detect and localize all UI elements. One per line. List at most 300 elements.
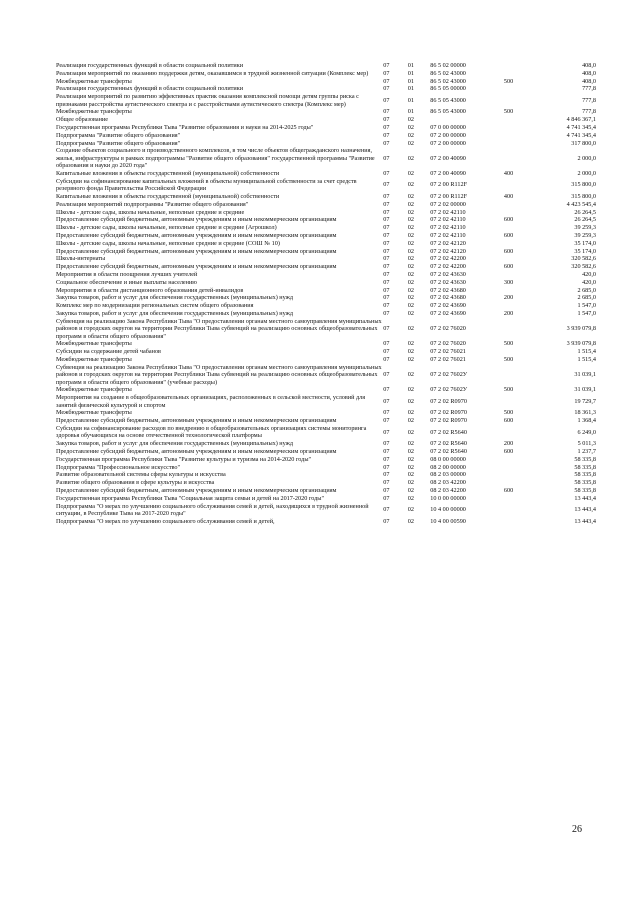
table-row xyxy=(56,248,596,256)
row-section-code: 07 xyxy=(383,486,390,494)
row-amount: 13 443,4 xyxy=(574,506,596,514)
row-section-code: 07 xyxy=(383,154,390,162)
row-section-code: 07 xyxy=(383,397,390,405)
row-amount: 408,0 xyxy=(582,62,596,69)
row-amount: 31 039,1 xyxy=(574,371,596,379)
row-target-code: 07 2 02 R0970 xyxy=(430,417,467,425)
row-subsection-code: 02 xyxy=(407,506,414,514)
table-row xyxy=(56,287,596,295)
table-row xyxy=(56,170,596,178)
table-row xyxy=(56,216,596,224)
row-name: Мероприятия в области поощрения лучших учителей xyxy=(56,270,198,278)
row-target-code: 07 2 02 76020 xyxy=(430,340,466,348)
row-amount: 2 685,0 xyxy=(577,294,596,302)
row-target-code: 86 5 02 43000 xyxy=(430,77,466,85)
row-amount: 408,0 xyxy=(582,69,596,77)
row-subsection-code: 02 xyxy=(407,386,414,394)
row-section-code: 07 xyxy=(383,463,390,471)
row-name: Субсидии на софинансирование расходов по внедрению в общеобразовательных организациях системы мониторинга здоровья обучающихся на основе отечественной технологической платформы xyxy=(56,424,367,440)
row-section-code: 07 xyxy=(383,348,390,356)
table-row xyxy=(56,440,596,448)
budget-table-body xyxy=(56,62,596,526)
row-expense-type-code xyxy=(504,518,535,526)
row-expense-type-code xyxy=(504,287,535,295)
row-target-code: 86 5 02 00000 xyxy=(430,62,466,69)
row-name: Создание объектов социального и производственного комплексов, в том числе объектов общегражданского назначения, жилья, инфраструктуры в рамках подпрограммы "Развитие общего образования" государственной программы "Развитие образования и науки до 2020 года" xyxy=(56,147,375,170)
table-row xyxy=(56,456,596,464)
row-expense-type-code xyxy=(504,140,535,148)
row-name: Школы-интернаты xyxy=(56,255,106,263)
row-expense-type-code xyxy=(504,224,535,232)
table-row xyxy=(56,140,596,148)
table-row xyxy=(56,116,596,124)
row-expense-type-code: 600 xyxy=(503,263,514,271)
table-row xyxy=(56,409,596,417)
row-name: Государственная программа Республики Тыва "Развитие культуры и туризма на 2014-2020 годы" xyxy=(56,455,312,463)
row-target-code: 07 2 02 43690 xyxy=(430,309,466,317)
row-section-code: 07 xyxy=(383,200,390,208)
row-name: Субвенция на реализацию Закона Республики Тыва "О предоставлении органам местного самоуправления муниципальных районов и городских округов на территории Республики Тыва субвенций на реализацию основных общеобразовательных программ в области общего образования" (учебные расходы) xyxy=(56,363,382,386)
table-row xyxy=(56,364,596,387)
row-expense-type-code xyxy=(504,255,535,263)
row-amount: 2 000,0 xyxy=(577,154,596,162)
row-amount: 4 423 545,4 xyxy=(566,200,596,208)
row-target-code: 07 2 02 76020 xyxy=(430,325,466,333)
row-name: Школы - детские сады, школы начальные, неполные средние и средние (СОШ № 10) xyxy=(56,239,280,247)
row-expense-type-code: 200 xyxy=(503,309,514,317)
table-row xyxy=(56,518,596,526)
row-name: Межбюджетные трансферты xyxy=(56,340,132,348)
table-row xyxy=(56,394,596,409)
row-expense-type-code: 600 xyxy=(503,231,514,239)
row-target-code: 07 2 02 43690 xyxy=(430,302,466,310)
page-number: 26 xyxy=(572,824,582,835)
row-section-code: 07 xyxy=(383,270,390,278)
row-expense-type-code xyxy=(504,147,535,170)
row-amount: 18 361,3 xyxy=(574,409,596,417)
table-row xyxy=(56,255,596,263)
row-section-code: 07 xyxy=(383,494,390,502)
row-subsection-code: 02 xyxy=(407,302,414,310)
row-target-code: 07 2 02 42110 xyxy=(430,208,466,216)
row-target-code: 07 2 02 R0970 xyxy=(430,397,467,405)
row-subsection-code: 02 xyxy=(407,154,414,162)
row-name: Школы - детские сады, школы начальные, неполные средние и средние xyxy=(56,208,245,216)
row-section-code: 07 xyxy=(383,278,390,286)
row-amount: 1 515,4 xyxy=(577,348,596,356)
row-expense-type-code: 500 xyxy=(503,355,514,363)
table-row xyxy=(56,70,596,78)
table-row xyxy=(56,209,596,217)
row-name: Капитальные вложения в объекты государственной (муниципальной) собственности xyxy=(56,169,280,177)
row-name: Комплекс мер по модернизации региональных систем общего образования xyxy=(56,302,254,310)
row-expense-type-code xyxy=(504,479,535,487)
row-target-code: 07 2 00 R112F xyxy=(430,192,468,200)
row-target-code: 07 2 02 7602У xyxy=(430,371,468,379)
row-subsection-code: 02 xyxy=(407,208,414,216)
table-row xyxy=(56,78,596,86)
row-amount: 420,0 xyxy=(582,270,596,278)
row-subsection-code: 02 xyxy=(407,428,414,436)
row-expense-type-code xyxy=(504,70,535,78)
row-name: Мероприятия в области дистанционного образования детей-инвалидов xyxy=(56,286,244,294)
row-amount: 58 335,8 xyxy=(574,479,596,487)
row-section-code: 07 xyxy=(383,309,390,317)
table-row xyxy=(56,62,596,70)
row-name: Подпрограмма "О мерах по улучшению социального обслуживания семей и детей, находящихся в трудной жизненной ситуации, в Республике Тыва на 2017-2020 годы" xyxy=(56,502,369,517)
row-subsection-code: 02 xyxy=(407,200,414,208)
row-section-code: 07 xyxy=(383,455,390,463)
row-subsection-code: 02 xyxy=(407,479,414,487)
row-amount: 1 515,4 xyxy=(577,355,596,363)
row-expense-type-code xyxy=(504,132,535,140)
row-expense-type-code: 500 xyxy=(503,108,514,116)
row-target-code: 08 2 00 00000 xyxy=(430,463,466,471)
row-target-code: 07 2 02 42110 xyxy=(430,224,466,232)
row-target-code: 07 2 00 40090 xyxy=(430,169,466,177)
table-row xyxy=(56,448,596,456)
row-amount: 13 443,4 xyxy=(574,494,596,502)
row-name: Мероприятия на создание в общеобразовательных организациях, расположенных в сельской местности, условий для занятий физической культурой и спортом xyxy=(56,394,366,409)
row-target-code: 07 2 02 43680 xyxy=(430,294,466,302)
row-section-code: 07 xyxy=(383,302,390,310)
row-subsection-code: 02 xyxy=(407,123,414,131)
row-section-code: 07 xyxy=(383,355,390,363)
row-target-code: 86 5 05 43000 xyxy=(430,108,466,116)
row-subsection-code: 02 xyxy=(407,397,414,405)
row-expense-type-code xyxy=(504,394,535,409)
row-expense-type-code xyxy=(504,456,535,464)
table-row xyxy=(56,495,596,503)
row-section-code: 07 xyxy=(383,409,390,417)
table-row xyxy=(56,263,596,271)
row-target-code: 86 5 05 43000 xyxy=(430,96,466,104)
row-expense-type-code: 600 xyxy=(503,486,514,494)
row-section-code: 07 xyxy=(383,181,390,189)
row-amount: 315 800,0 xyxy=(571,181,596,189)
row-amount: 58 335,8 xyxy=(574,471,596,479)
row-expense-type-code: 500 xyxy=(503,409,514,417)
row-subsection-code: 02 xyxy=(407,447,414,455)
row-name: Государственная программа Республики Тыва "Развитие образования и науки на 2014-2025 годы" xyxy=(56,123,314,131)
row-target-code: 08 2 03 42200 xyxy=(430,486,466,494)
row-subsection-code: 02 xyxy=(407,355,414,363)
row-expense-type-code: 400 xyxy=(503,192,514,200)
row-expense-type-code xyxy=(504,302,535,310)
budget-document xyxy=(56,62,596,526)
row-expense-type-code: 600 xyxy=(503,417,514,425)
row-expense-type-code xyxy=(504,425,535,440)
row-subsection-code: 02 xyxy=(407,325,414,333)
row-section-code: 07 xyxy=(383,247,390,255)
row-section-code: 07 xyxy=(383,108,390,116)
row-amount: 4 846 367,1 xyxy=(566,116,596,124)
row-target-code: 08 0 00 00000 xyxy=(430,455,466,463)
row-amount: 408,0 xyxy=(582,77,596,85)
row-expense-type-code xyxy=(504,495,535,503)
row-subsection-code: 02 xyxy=(407,294,414,302)
row-section-code: 07 xyxy=(383,286,390,294)
row-section-code: 07 xyxy=(383,340,390,348)
row-subsection-code: 02 xyxy=(407,263,414,271)
row-subsection-code: 02 xyxy=(407,463,414,471)
row-subsection-code: 02 xyxy=(407,371,414,379)
row-subsection-code: 02 xyxy=(407,455,414,463)
row-name: Школы - детские сады, школы начальные, неполные средние и средние (Агрошкол) xyxy=(56,224,277,232)
table-row xyxy=(56,224,596,232)
row-target-code: 07 2 02 00000 xyxy=(430,200,466,208)
row-name: Общее образование xyxy=(56,116,108,124)
row-name: Межбюджетные трансферты xyxy=(56,409,132,417)
row-target-code: 86 5 05 00000 xyxy=(430,85,466,93)
row-amount: 39 259,3 xyxy=(574,224,596,232)
row-name: Закупка товаров, работ и услуг для обеспечения государственных (муниципальных) нужд xyxy=(56,309,294,317)
row-name: Предоставление субсидий бюджетным, автономным учреждениям и иным некоммерческим организациям xyxy=(56,447,337,455)
row-expense-type-code xyxy=(504,62,535,70)
table-row xyxy=(56,108,596,116)
row-subsection-code: 02 xyxy=(407,181,414,189)
row-expense-type-code: 600 xyxy=(503,216,514,224)
row-target-code: 07 2 02 42110 xyxy=(430,216,466,224)
row-expense-type-code: 500 xyxy=(503,386,514,394)
row-name: Реализация мероприятий по оказанию поддержки детям, оказавшимся в трудной жизненной ситуации (Комплекс мер) xyxy=(56,69,369,77)
row-expense-type-code: 200 xyxy=(503,294,514,302)
row-target-code: 08 2 03 00000 xyxy=(430,471,466,479)
row-name: Межбюджетные трансферты xyxy=(56,386,132,394)
row-section-code: 07 xyxy=(383,239,390,247)
row-section-code: 07 xyxy=(383,417,390,425)
row-name: Подпрограмма "Развитие общего образования" xyxy=(56,131,181,139)
row-amount: 35 174,0 xyxy=(574,247,596,255)
row-amount: 6 249,0 xyxy=(577,428,596,436)
row-subsection-code: 02 xyxy=(407,517,414,525)
row-amount: 5 011,3 xyxy=(577,440,596,448)
table-row xyxy=(56,232,596,240)
budget-table xyxy=(56,62,596,526)
row-name: Государственная программа Республики Тыва "Социальная защита семьи и детей на 2017-2020 годы" xyxy=(56,494,324,502)
row-expense-type-code xyxy=(504,85,535,93)
table-row xyxy=(56,302,596,310)
table-row xyxy=(56,471,596,479)
row-amount: 3 939 079,8 xyxy=(566,340,596,348)
table-row xyxy=(56,193,596,201)
row-amount: 58 335,8 xyxy=(574,463,596,471)
row-section-code: 07 xyxy=(383,263,390,271)
row-name: Развитие образовательной системы сферы культуры и искусства xyxy=(56,471,226,479)
table-row xyxy=(56,294,596,302)
row-amount: 2 685,0 xyxy=(577,286,596,294)
row-name: Подпрограмма "О мерах по улучшению социального обслуживания семей и детей, xyxy=(56,517,275,525)
row-subsection-code: 02 xyxy=(407,216,414,224)
row-name: Межбюджетные трансферты xyxy=(56,108,132,116)
row-target-code: 07 2 02 76021 xyxy=(430,348,466,356)
row-subsection-code: 01 xyxy=(407,77,414,85)
row-subsection-code: 02 xyxy=(407,131,414,139)
row-subsection-code: 02 xyxy=(407,348,414,356)
table-row xyxy=(56,503,596,518)
row-subsection-code: 01 xyxy=(407,85,414,93)
table-row xyxy=(56,310,596,318)
row-target-code: 10 4 00 00000 xyxy=(430,506,466,514)
row-subsection-code: 02 xyxy=(407,340,414,348)
row-name: Реализация мероприятий подпрограммы "Развитие общего образования" xyxy=(56,200,249,208)
row-subsection-code: 02 xyxy=(407,409,414,417)
row-section-code: 07 xyxy=(383,96,390,104)
row-amount: 1 547,0 xyxy=(577,302,596,310)
row-amount: 4 741 345,4 xyxy=(566,123,596,131)
row-subsection-code: 02 xyxy=(407,486,414,494)
row-target-code: 07 2 02 42200 xyxy=(430,263,466,271)
row-section-code: 07 xyxy=(383,116,390,124)
row-subsection-code: 01 xyxy=(407,108,414,116)
row-name: Реализация государственных функций в области социальной политики xyxy=(56,62,244,69)
row-subsection-code: 02 xyxy=(407,224,414,232)
row-expense-type-code xyxy=(504,464,535,472)
row-amount: 320 582,6 xyxy=(571,255,596,263)
row-amount: 2 000,0 xyxy=(577,169,596,177)
row-section-code: 07 xyxy=(383,371,390,379)
row-amount: 58 335,8 xyxy=(574,455,596,463)
row-subsection-code: 02 xyxy=(407,116,414,124)
row-subsection-code: 02 xyxy=(407,309,414,317)
row-name: Реализация государственных функций в области социальной политики xyxy=(56,85,244,93)
row-amount: 320 582,6 xyxy=(571,263,596,271)
row-subsection-code: 02 xyxy=(407,239,414,247)
row-section-code: 07 xyxy=(383,131,390,139)
row-subsection-code: 02 xyxy=(407,169,414,177)
row-section-code: 07 xyxy=(383,192,390,200)
row-target-code: 07 2 02 7602У xyxy=(430,386,468,394)
row-section-code: 07 xyxy=(383,231,390,239)
row-name: Социальное обеспечение и иные выплаты населению xyxy=(56,278,197,286)
row-expense-type-code xyxy=(504,124,535,132)
row-target-code: 10 4 00 00590 xyxy=(430,517,466,525)
row-name: Субсидии на содержание детей чабанов xyxy=(56,348,161,356)
row-target-code: 07 0 00 00000 xyxy=(430,123,466,131)
row-section-code: 07 xyxy=(383,325,390,333)
row-amount: 13 443,4 xyxy=(574,517,596,525)
row-target-code: 07 2 02 43680 xyxy=(430,286,466,294)
table-row xyxy=(56,464,596,472)
row-amount: 3 939 079,8 xyxy=(566,325,596,333)
row-target-code: 07 2 00 00000 xyxy=(430,139,466,147)
row-amount: 26 264,5 xyxy=(574,208,596,216)
row-subsection-code: 02 xyxy=(407,440,414,448)
row-subsection-code: 02 xyxy=(407,247,414,255)
row-section-code: 07 xyxy=(383,294,390,302)
row-name: Предоставление субсидий бюджетным, автономным учреждениям и иным некоммерческим организациям xyxy=(56,486,337,494)
row-expense-type-code: 500 xyxy=(503,340,514,348)
row-target-code: 07 2 02 R5640 xyxy=(430,440,467,448)
row-expense-type-code: 400 xyxy=(503,169,514,177)
row-amount: 1 237,7 xyxy=(577,447,596,455)
row-target-code: 07 2 02 R5640 xyxy=(430,428,467,436)
row-expense-type-code xyxy=(504,209,535,217)
row-name: Предоставление субсидий бюджетным, автономным учреждениям и иным некоммерческим организациям xyxy=(56,263,337,271)
row-amount: 777,8 xyxy=(582,96,596,104)
table-row xyxy=(56,425,596,440)
row-amount: 777,8 xyxy=(582,85,596,93)
row-expense-type-code xyxy=(504,93,535,108)
row-expense-type-code xyxy=(504,364,535,387)
row-expense-type-code: 500 xyxy=(503,77,514,85)
row-subsection-code: 02 xyxy=(407,494,414,502)
row-expense-type-code xyxy=(504,201,535,209)
row-amount: 58 335,8 xyxy=(574,486,596,494)
table-row xyxy=(56,340,596,348)
row-amount: 1 368,4 xyxy=(577,417,596,425)
row-name: Подпрограмма "Профессиональное искусство" xyxy=(56,463,181,471)
row-section-code: 07 xyxy=(383,62,390,69)
row-section-code: 07 xyxy=(383,208,390,216)
row-target-code: 07 2 02 43630 xyxy=(430,278,466,286)
row-section-code: 07 xyxy=(383,386,390,394)
row-section-code: 07 xyxy=(383,479,390,487)
row-target-code: 86 5 02 43000 xyxy=(430,69,466,77)
row-target-code xyxy=(430,116,504,124)
row-subsection-code: 02 xyxy=(407,417,414,425)
table-row xyxy=(56,147,596,170)
row-amount: 317 800,0 xyxy=(571,139,596,147)
table-row xyxy=(56,318,596,341)
row-name: Развитие общего образования в сфере культуры и искусства xyxy=(56,479,215,487)
table-row xyxy=(56,132,596,140)
row-target-code: 07 2 02 R0970 xyxy=(430,409,467,417)
table-row xyxy=(56,201,596,209)
table-row xyxy=(56,271,596,279)
row-subsection-code: 02 xyxy=(407,278,414,286)
row-section-code: 07 xyxy=(383,471,390,479)
table-row xyxy=(56,240,596,248)
table-row xyxy=(56,348,596,356)
row-name: Подпрограмма "Развитие общего образования" xyxy=(56,139,181,147)
row-amount: 420,0 xyxy=(582,278,596,286)
row-expense-type-code xyxy=(504,271,535,279)
row-amount: 39 259,3 xyxy=(574,231,596,239)
row-section-code: 07 xyxy=(383,77,390,85)
row-subsection-code: 02 xyxy=(407,255,414,263)
row-name: Субсидии на софинансирование капитальных вложений в объекты муниципальной собственности за счет средств резервного фонда Правительства Российской Федерации xyxy=(56,177,357,193)
row-section-code: 07 xyxy=(383,440,390,448)
table-row xyxy=(56,386,596,394)
table-row xyxy=(56,85,596,93)
row-expense-type-code: 300 xyxy=(503,278,514,286)
table-row xyxy=(56,487,596,495)
row-expense-type-code xyxy=(504,348,535,356)
table-row xyxy=(56,93,596,108)
row-amount: 26 264,5 xyxy=(574,216,596,224)
row-amount: 19 729,7 xyxy=(574,397,596,405)
row-name: Капитальные вложения в объекты государственной (муниципальной) собственности xyxy=(56,192,280,200)
row-target-code: 07 2 00 40090 xyxy=(430,154,466,162)
row-name: Закупка товаров, работ и услуг для обеспечения государственных (муниципальных) нужд xyxy=(56,294,294,302)
table-row xyxy=(56,279,596,287)
table-row xyxy=(56,178,596,193)
row-section-code: 07 xyxy=(383,428,390,436)
row-section-code: 07 xyxy=(383,85,390,93)
row-expense-type-code xyxy=(504,116,535,124)
row-expense-type-code xyxy=(504,503,535,518)
row-name: Предоставление субсидий бюджетным, автономным учреждениям и иным некоммерческим организациям xyxy=(56,216,337,224)
row-target-code: 08 2 03 42200 xyxy=(430,479,466,487)
row-target-code: 07 2 02 42120 xyxy=(430,247,466,255)
row-subsection-code: 02 xyxy=(407,231,414,239)
row-section-code: 07 xyxy=(383,506,390,514)
row-section-code: 07 xyxy=(383,447,390,455)
row-section-code: 07 xyxy=(383,216,390,224)
row-amount: 31 039,1 xyxy=(574,386,596,394)
row-section-code: 07 xyxy=(383,69,390,77)
